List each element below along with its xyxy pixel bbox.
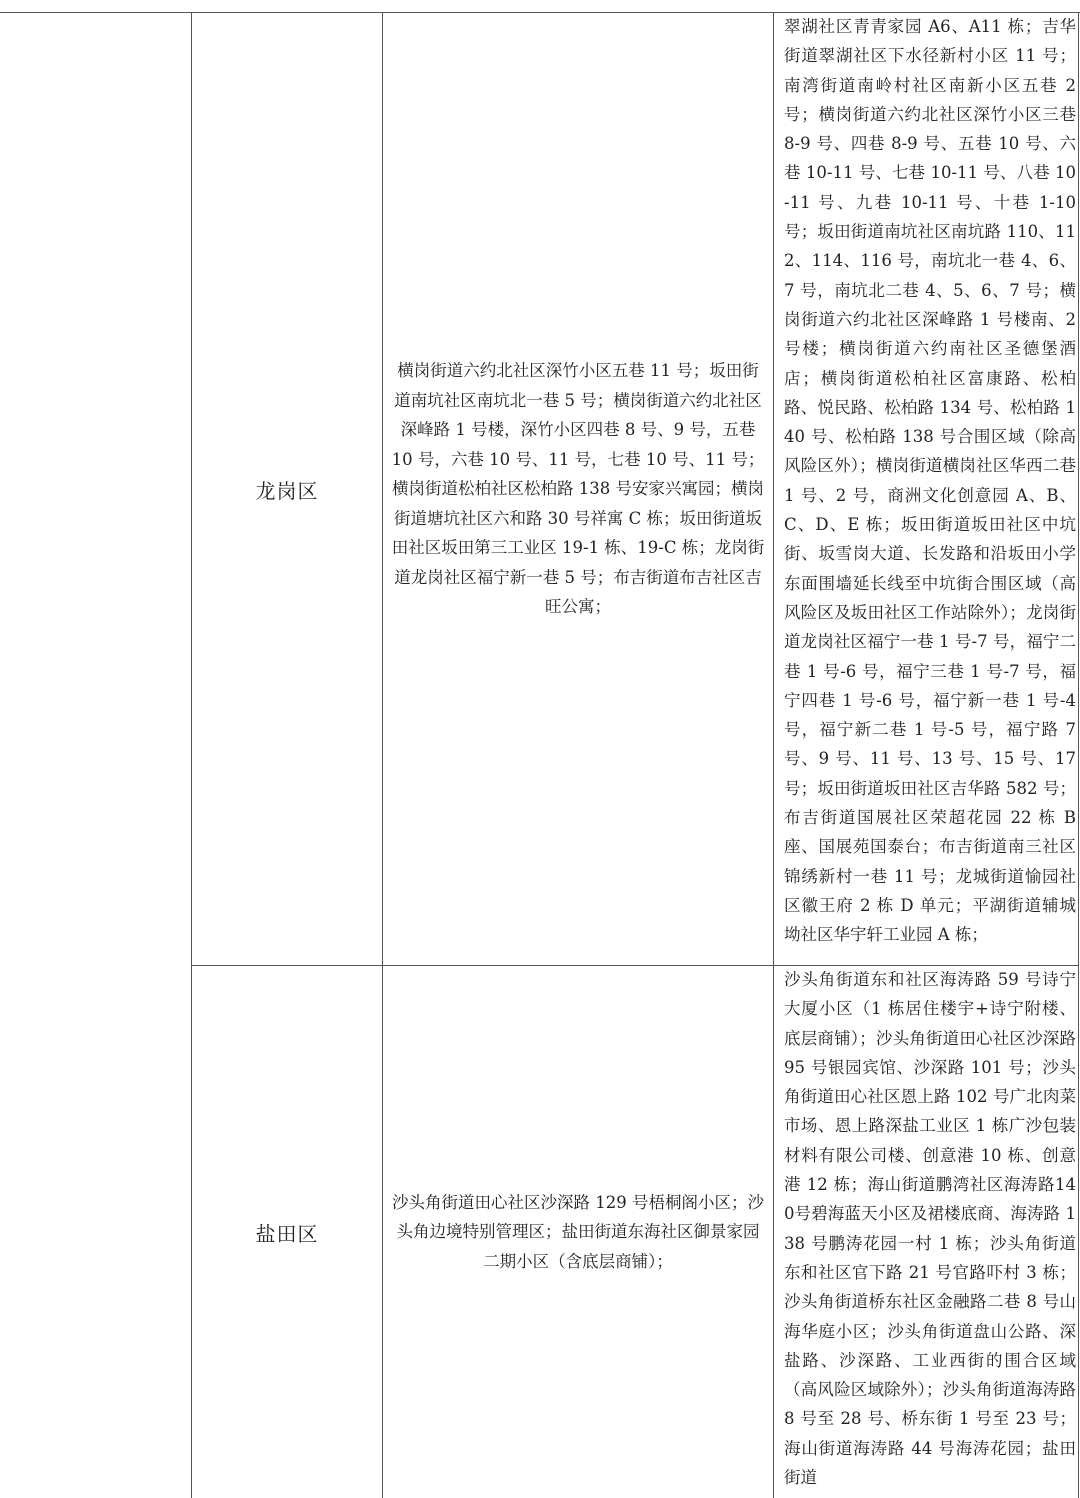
district-name: 盐田区 [255, 1221, 319, 1246]
mid-areas-cell [383, 966, 773, 1498]
district-name: 龙岗区 [255, 478, 319, 503]
mid-areas-text: 沙头角街道田心社区沙深路 129 号梧桐阁小区；沙头角边境特别管理区；盐田街道东海社区御景家园二期小区（含底层商铺）； [392, 1192, 764, 1271]
col-divider-3 [773, 12, 774, 1498]
right-areas-text: 沙头角街道东和社区海涛路 59 号诗宁大厦小区（1 栋居住楼宇+诗宁附楼、底层商铺）；沙头角街道田心社区沙深路 95 号银园宾馆、沙深路 101 号；沙头角街道田心社区恩上路 102 号广北肉菜市场、恩上路深盐工业区 1 栋广沙包装材料有限公司楼、创意港 10 栋、创意港 12 栋；海山街道鹏湾社区海涛路140号碧海蓝天小区及裙楼底商、海涛路 138 号鹏涛花园一村 1 栋；沙头角街道东和社区官下路 21 号官路吓村 3 栋；沙头角街道桥东社区金融路二巷 8 号山海华庭小区；沙头角街道盘山公路、深盐路、沙深路、工业西街的围合区域（高风险区域除外）；沙头角街道海涛路 8 号至 28 号、桥东街 1 号至 23 号；海山街道海涛路 44 号海涛花园；盐田街道 [784, 970, 1076, 1488]
district-cell [192, 13, 382, 965]
district-cell [192, 966, 382, 1498]
right-areas-cell [784, 12, 1076, 965]
right-areas-cell [784, 965, 1076, 1498]
mid-areas-text: 横岗街道六约北社区深竹小区五巷 11 号；坂田街道南坑社区南坑北一巷 5 号；横岗街道六约北社区深峰路 1 号楼，深竹小区四巷 8 号、9 号，五巷 10 号，六巷 10 号、11 号，七巷 10 号、11 号；横岗街道松柏社区松柏路 138 号安家兴寓园；横岗街道塘坑社区六和路 30 号祥寓 C 栋；坂田街道坂田社区坂田第三工业区 19-1 栋、19-C 栋；龙岗街道龙岗社区福宁新一巷 5 号；布吉街道布吉社区吉旺公寓； [391, 361, 765, 617]
mid-areas-cell [383, 13, 773, 965]
right-areas-text: 翠湖社区青青家园 A6、A11 栋；吉华街道翠湖社区下水径新村小区 11 号；南湾街道南岭村社区南新小区五巷 2 号；横岗街道六约北社区深竹小区三巷 8-9 号、四巷 8-9 号、五巷 10 号、六巷 10-11 号、七巷 10-11 号、八巷 10-11 号、九巷 10-11 号、十巷 1-10 号；坂田街道南坑社区南坑路 110、112、114、116 号，南坑北一巷 4、6、7 号，南坑北二巷 4、5、6、7 号；横岗街道六约北社区深峰路 1 号楼南、2 号楼；横岗街道六约南社区圣德堡酒店；横岗街道松柏社区富康路、松柏路、悦民路、松柏路 134 号、松柏路 140 号、松柏路 138 号合围区域（除高风险区外）；横岗街道横岗社区华西二巷 1 号、2 号，商洲文化创意园 A、B、C、D、E 栋；坂田街道坂田社区中坑街、坂雪岗大道、长发路和沿坂田小学东面围墙延长线至中坑街合围区域（高风险区及坂田社区工作站除外）；龙岗街道龙岗社区福宁一巷 1 号-7 号，福宁二巷 1 号-6 号，福宁三巷 1 号-7 号，福宁四巷 1 号-6 号，福宁新一巷 1 号-4 号，福宁新二巷 1 号-5 号，福宁路 7 号、9 号、11 号、13 号、15 号、17 号；坂田街道坂田社区吉华路 582 号；布吉街道国展社区荣超花园 22 栋 B 座、国展苑国泰台；布吉街道南三社区锦绣新村一巷 11 号；龙城街道愉园社区徽王府 2 栋 D 单元；平湖街道辅城坳社区华宇轩工业园 A 栋； [784, 17, 1076, 945]
col-divider-4 [1078, 12, 1079, 1498]
